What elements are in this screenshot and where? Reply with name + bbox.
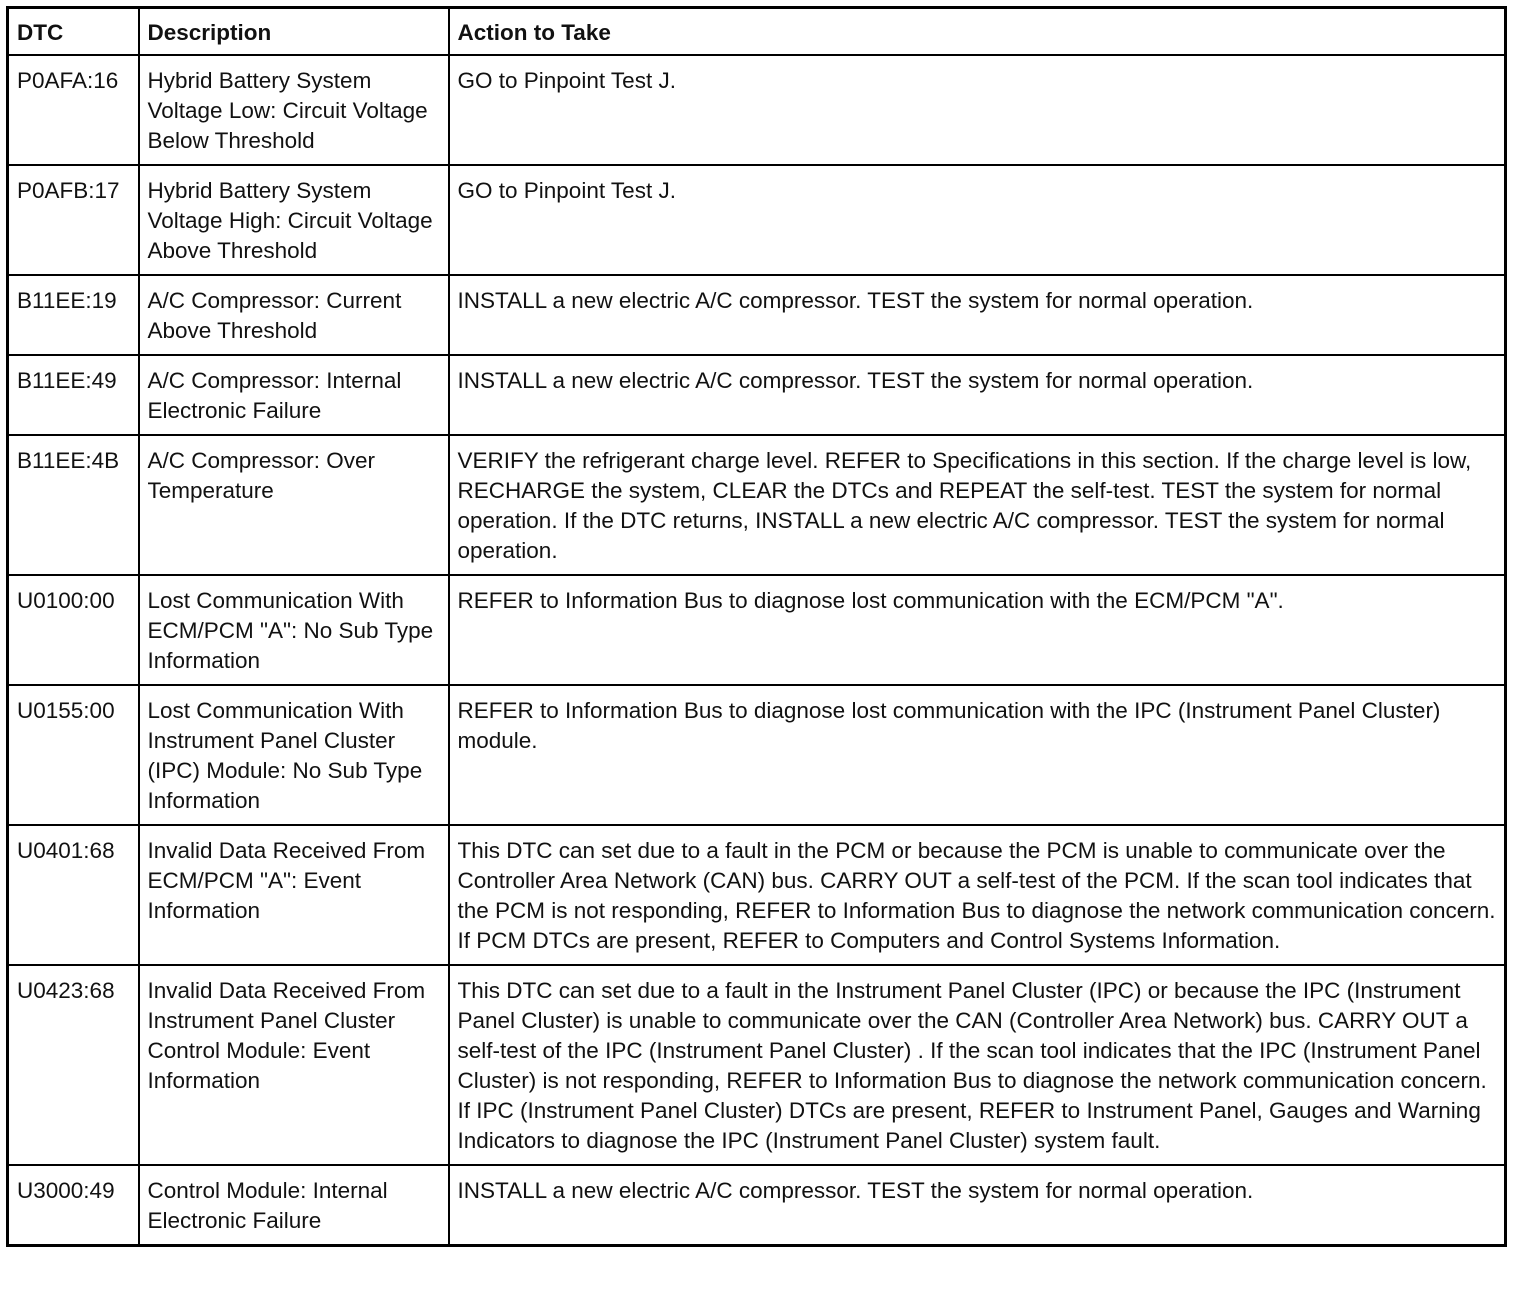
dtc-code: P0AFB:17 bbox=[8, 165, 139, 275]
dtc-code: U0100:00 bbox=[8, 575, 139, 685]
table-row bbox=[8, 685, 1506, 825]
table-body bbox=[8, 55, 1506, 1246]
table-row bbox=[8, 435, 1506, 575]
dtc-action: This DTC can set due to a fault in the PCM or because the PCM is unable to communicate over the Controller Area Network (CAN) bus. CARRY OUT a self-test of the PCM. If the scan tool indicates that the PCM is not responding, REFER to Information Bus to diagnose the network communication concern. If PCM DTCs are present, REFER to Computers and Control Systems Information. bbox=[449, 825, 1506, 965]
dtc-action: INSTALL a new electric A/C compressor. TEST the system for normal operation. bbox=[449, 355, 1506, 435]
dtc-description: Hybrid Battery System Voltage High: Circuit Voltage Above Threshold bbox=[139, 165, 449, 275]
header-dtc: DTC bbox=[8, 8, 139, 56]
dtc-description: Lost Communication With Instrument Panel Cluster (IPC) Module: No Sub Type Information bbox=[139, 685, 449, 825]
dtc-description: Invalid Data Received From Instrument Panel Cluster Control Module: Event Information bbox=[139, 965, 449, 1165]
dtc-description: Invalid Data Received From ECM/PCM "A": Event Information bbox=[139, 825, 449, 965]
dtc-action: VERIFY the refrigerant charge level. REFER to Specifications in this section. If the charge level is low, RECHARGE the system, CLEAR the DTCs and REPEAT the self-test. TEST the system for normal operation. If the DTC returns, INSTALL a new electric A/C compressor. TEST the system for normal operation. bbox=[449, 435, 1506, 575]
dtc-action: This DTC can set due to a fault in the Instrument Panel Cluster (IPC) or because the IPC (Instrument Panel Cluster) is unable to communicate over the CAN (Controller Area Network) bus. CARRY OUT a self-test of the IPC (Instrument Panel Cluster) . If the scan tool indicates that the IPC (Instrument Panel Cluster) is not responding, REFER to Information Bus to diagnose the network communication concern. If IPC (Instrument Panel Cluster) DTCs are present, REFER to Instrument Panel, Gauges and Warning Indicators to diagnose the IPC (Instrument Panel Cluster) system fault. bbox=[449, 965, 1506, 1165]
header-row bbox=[8, 8, 1506, 56]
header-action: Action to Take bbox=[449, 8, 1506, 56]
dtc-code: B11EE:19 bbox=[8, 275, 139, 355]
dtc-description: A/C Compressor: Internal Electronic Failure bbox=[139, 355, 449, 435]
table-row bbox=[8, 165, 1506, 275]
dtc-action: REFER to Information Bus to diagnose lost communication with the ECM/PCM "A". bbox=[449, 575, 1506, 685]
table-row bbox=[8, 275, 1506, 355]
dtc-code: U0423:68 bbox=[8, 965, 139, 1165]
table-row bbox=[8, 355, 1506, 435]
dtc-action: REFER to Information Bus to diagnose lost communication with the IPC (Instrument Panel Cluster) module. bbox=[449, 685, 1506, 825]
dtc-action: INSTALL a new electric A/C compressor. TEST the system for normal operation. bbox=[449, 275, 1506, 355]
dtc-code: U3000:49 bbox=[8, 1165, 139, 1246]
table-row bbox=[8, 965, 1506, 1165]
dtc-code: B11EE:4B bbox=[8, 435, 139, 575]
dtc-description: Hybrid Battery System Voltage Low: Circuit Voltage Below Threshold bbox=[139, 55, 449, 165]
dtc-action: GO to Pinpoint Test J. bbox=[449, 55, 1506, 165]
dtc-action: INSTALL a new electric A/C compressor. TEST the system for normal operation. bbox=[449, 1165, 1506, 1246]
dtc-code: U0401:68 bbox=[8, 825, 139, 965]
table-header bbox=[8, 8, 1506, 56]
dtc-description: A/C Compressor: Current Above Threshold bbox=[139, 275, 449, 355]
dtc-table bbox=[6, 6, 1507, 1247]
table-row bbox=[8, 575, 1506, 685]
dtc-description: A/C Compressor: Over Temperature bbox=[139, 435, 449, 575]
header-description: Description bbox=[139, 8, 449, 56]
dtc-description: Lost Communication With ECM/PCM "A": No Sub Type Information bbox=[139, 575, 449, 685]
dtc-code: B11EE:49 bbox=[8, 355, 139, 435]
dtc-description: Control Module: Internal Electronic Failure bbox=[139, 1165, 449, 1246]
dtc-code: U0155:00 bbox=[8, 685, 139, 825]
table-row bbox=[8, 1165, 1506, 1246]
table-row bbox=[8, 825, 1506, 965]
dtc-action: GO to Pinpoint Test J. bbox=[449, 165, 1506, 275]
dtc-code: P0AFA:16 bbox=[8, 55, 139, 165]
table-row bbox=[8, 55, 1506, 165]
